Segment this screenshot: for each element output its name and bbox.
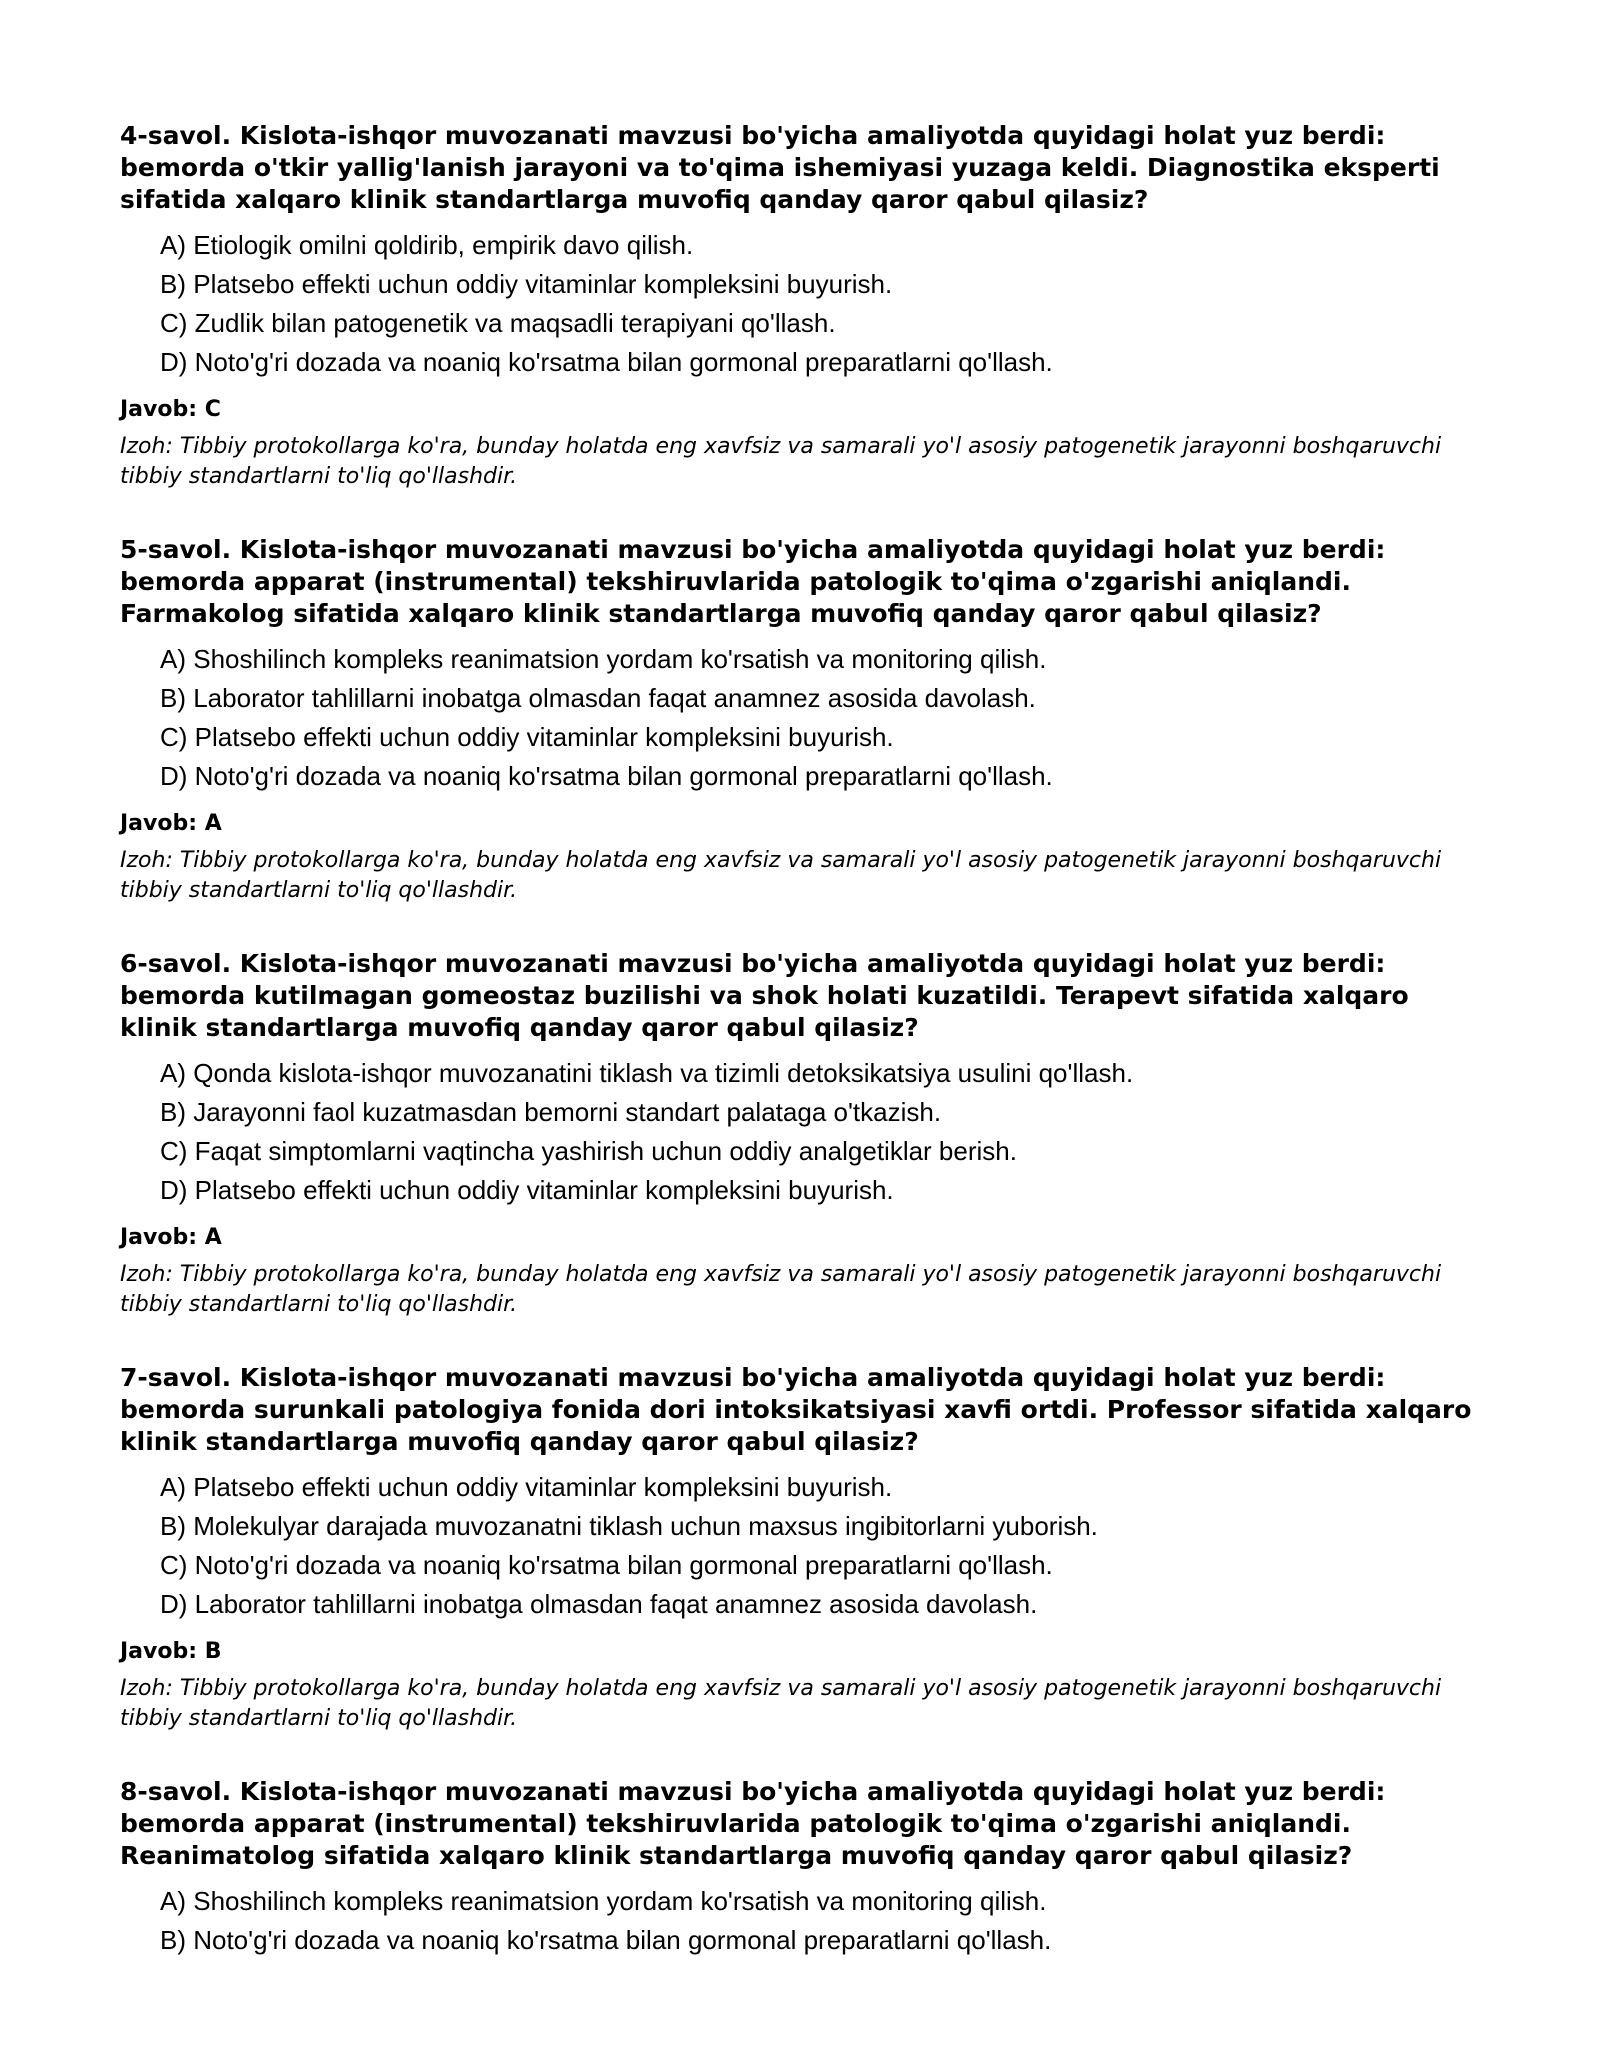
explanation-note: Izoh: Tibbiy protokollarga ko'ra, bunday holatda eng xavfsiz va samarali yo'l asosiy patogenetik jarayonni boshqaruvchi tibbiy standartlarni to'liq qo'llashdir. (120, 1676, 1442, 1731)
option-a: A) Etiologik omilni qoldirib, empirik davo qilish. (160, 230, 694, 260)
question-text: 6-savol. Kislota-ishqor muvozanati mavzusi bo'yicha amaliyotda quyidagi holat yuz berdi: bemorda kutilmagan gomeostaz buzilishi va shok holati kuzatildi. Terapevt sifatida xalqaro klinik standartlarga muvofiq qanday qaror qabul qilasiz? (120, 949, 1409, 1042)
option-d: D) Laborator tahlillarni inobatga olmasdan faqat anamnez asosida davolash. (160, 1589, 1038, 1619)
options-list (120, 1054, 1480, 1210)
option-c: C) Platsebo effekti uchun oddiy vitaminlar kompleksini buyurish. (160, 722, 894, 752)
options-list (120, 226, 1480, 382)
option-d: D) Noto'g'ri dozada va noaniq ko'rsatma bilan gormonal preparatlarni qo'llash. (160, 347, 1053, 377)
document-page (120, 120, 1480, 2002)
option-a: A) Qonda kislota-ishqor muvozanatini tiklash va tizimli detoksikatsiya usulini qo'llash. (160, 1058, 1134, 1088)
option-d: D) Noto'g'ri dozada va noaniq ko'rsatma bilan gormonal preparatlarni qo'llash. (160, 761, 1053, 791)
option-a: A) Shoshilinch kompleks reanimatsion yordam ko'rsatish va monitoring qilish. (160, 644, 1047, 674)
answer-text: Javob: B (120, 1639, 222, 1664)
answer-text: Javob: C (120, 397, 221, 422)
answer-text: Javob: A (120, 811, 222, 836)
explanation-note: Izoh: Tibbiy protokollarga ko'ra, bunday holatda eng xavfsiz va samarali yo'l asosiy patogenetik jarayonni boshqaruvchi tibbiy standartlarni to'liq qo'llashdir. (120, 1262, 1442, 1317)
option-c: C) Faqat simptomlarni vaqtincha yashirish uchun oddiy analgetiklar berish. (160, 1136, 1017, 1166)
question-block (120, 1362, 1480, 1734)
question-block (120, 948, 1480, 1320)
options-list (120, 1882, 1480, 1960)
option-a: A) Shoshilinch kompleks reanimatsion yordam ko'rsatish va monitoring qilish. (160, 1886, 1047, 1916)
option-b: B) Molekulyar darajada muvozanatni tiklash uchun maxsus ingibitorlarni yuborish. (160, 1511, 1098, 1541)
question-text: 8-savol. Kislota-ishqor muvozanati mavzusi bo'yicha amaliyotda quyidagi holat yuz berdi: bemorda apparat (instrumental) tekshiruvlarida patologik to'qima o'zgarishi aniqlandi. Reanimatolog sifatida xalqaro klinik standartlarga muvofiq qanday qaror qabul qilasiz? (120, 1777, 1386, 1870)
explanation-note: Izoh: Tibbiy protokollarga ko'ra, bunday holatda eng xavfsiz va samarali yo'l asosiy patogenetik jarayonni boshqaruvchi tibbiy standartlarni to'liq qo'llashdir. (120, 434, 1442, 489)
option-b: B) Laborator tahlillarni inobatga olmasdan faqat anamnez asosida davolash. (160, 683, 1036, 713)
options-list (120, 1468, 1480, 1624)
option-a: A) Platsebo effekti uchun oddiy vitaminlar kompleksini buyurish. (160, 1472, 893, 1502)
explanation-note: Izoh: Tibbiy protokollarga ko'ra, bunday holatda eng xavfsiz va samarali yo'l asosiy patogenetik jarayonni boshqaruvchi tibbiy standartlarni to'liq qo'llashdir. (120, 848, 1442, 903)
question-block (120, 534, 1480, 906)
answer-text: Javob: A (120, 1225, 222, 1250)
option-c: C) Zudlik bilan patogenetik va maqsadli terapiyani qo'llash. (160, 308, 836, 338)
option-d: D) Platsebo effekti uchun oddiy vitaminlar kompleksini buyurish. (160, 1175, 894, 1205)
question-block (120, 120, 1480, 492)
options-list (120, 640, 1480, 796)
question-text: 5-savol. Kislota-ishqor muvozanati mavzusi bo'yicha amaliyotda quyidagi holat yuz berdi: bemorda apparat (instrumental) tekshiruvlarida patologik to'qima o'zgarishi aniqlandi. Farmakolog sifatida xalqaro klinik standartlarga muvofiq qanday qaror qabul qilasiz? (120, 535, 1386, 628)
option-b: B) Platsebo effekti uchun oddiy vitaminlar kompleksini buyurish. (160, 269, 893, 299)
option-b: B) Jarayonni faol kuzatmasdan bemorni standart palataga o'tkazish. (160, 1097, 942, 1127)
option-c: C) Noto'g'ri dozada va noaniq ko'rsatma bilan gormonal preparatlarni qo'llash. (160, 1550, 1053, 1580)
question-text: 7-savol. Kislota-ishqor muvozanati mavzusi bo'yicha amaliyotda quyidagi holat yuz berdi: bemorda surunkali patologiya fonida dori intoksikatsiyasi xavfi ortdi. Professor sifatida xalqaro klinik standartlarga muvofiq qanday qaror qabul qilasiz? (120, 1363, 1472, 1456)
question-block (120, 1776, 1480, 1960)
option-b: B) Noto'g'ri dozada va noaniq ko'rsatma bilan gormonal preparatlarni qo'llash. (160, 1925, 1052, 1955)
question-text: 4-savol. Kislota-ishqor muvozanati mavzusi bo'yicha amaliyotda quyidagi holat yuz berdi: bemorda o'tkir yallig'lanish jarayoni va to'qima ishemiyasi yuzaga keldi. Diagnostika eksperti sifatida xalqaro klinik standartlarga muvofiq qanday qaror qabul qilasiz? (120, 121, 1440, 214)
